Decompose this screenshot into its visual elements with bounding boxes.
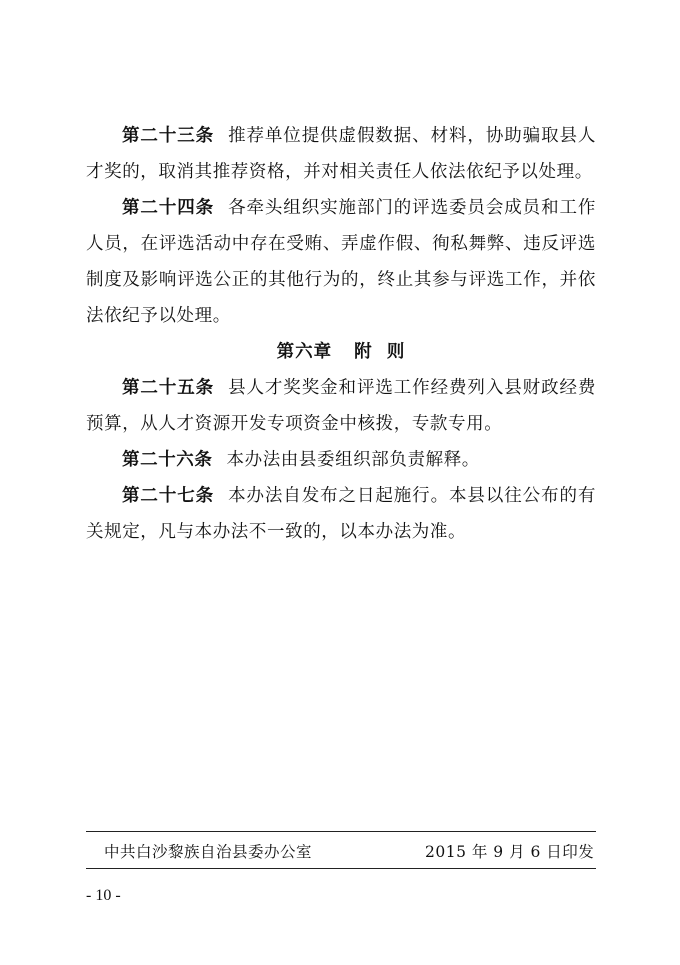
article-number: 第二十三条: [122, 126, 215, 146]
chapter-number: 第六章: [276, 342, 333, 362]
article-25: [86, 370, 596, 442]
article-text: 本办法由县委组织部负责解释。: [226, 450, 480, 470]
footer-top-divider: [86, 831, 596, 832]
article-text: 各牵头组织实施部门的评选委员会成员和工作人员，在评选活动中存在受贿、弄虚作假、徇私舞弊、违反评选制度及影响评选公正的其他行为的，终止其参与评选工作，并依法依纪予以处理。: [86, 198, 596, 326]
footer-issue-date: 2015 年 9 月 6 日印发: [425, 843, 595, 861]
article-24: [86, 190, 596, 334]
article-number: 第二十七条: [122, 486, 215, 506]
article-26: [86, 442, 596, 478]
footer-issuer: 中共白沙黎族自治县委办公室: [104, 843, 313, 861]
article-27: [86, 478, 596, 550]
document-body: [86, 118, 596, 550]
article-number: 第二十六条: [122, 450, 213, 470]
article-23: [86, 118, 596, 190]
article-text: 本办法自发布之日起施行。本县以往公布的有关规定，凡与本办法不一致的，以本办法为准。: [86, 486, 596, 542]
chapter-title: 附 则: [354, 342, 406, 362]
article-number: 第二十四条: [122, 198, 215, 218]
chapter-heading: [86, 334, 596, 370]
page-number: - 10 -: [86, 887, 121, 904]
footer-bottom-divider: [86, 868, 596, 869]
article-text: 县人才奖奖金和评选工作经费列入县财政经费预算，从人才资源开发专项资金中核拨，专款专用。: [86, 378, 596, 434]
article-text: 推荐单位提供虚假数据、材料，协助骗取县人才奖的，取消其推荐资格，并对相关责任人依法依纪予以处理。: [86, 126, 596, 182]
article-number: 第二十五条: [122, 378, 215, 398]
